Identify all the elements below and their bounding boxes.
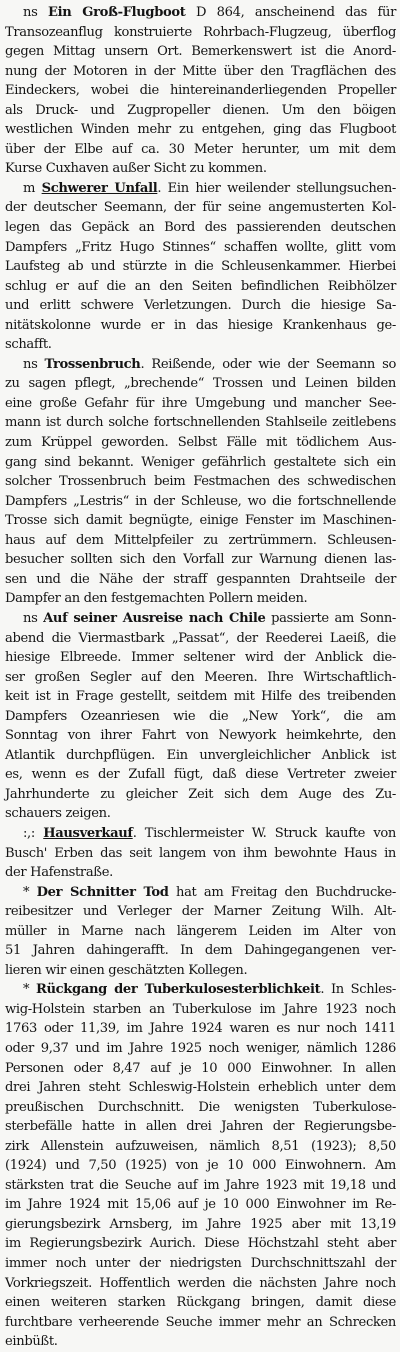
article-line: oder 9,37 und im Jahre 1925 noch weniger, nämlich 1286 [5,1040,396,1056]
article-line: über der Elbe auf ca. 30 Meter herunter, um mit dem [5,141,396,157]
article-line: furchtbare verheerende Seuche immer mehr an Schrecken [5,1314,396,1330]
article-line: (1924) und 7,50 (1925) von je 10 000 Einwohnern. Am [5,1158,396,1174]
article-line: Busch' Erben das seit langem von ihm bewohnte Haus in [5,845,396,861]
article-line: preußischen Durchschnitt. Die wenigsten Tuberkulose- [5,1099,396,1115]
article-paragraph [5,824,396,883]
article-line: sterbefälle hatte in allen drei Jahren der Regierungsbe- [5,1119,396,1135]
article-line: Trosse sich damit begnügte, einige Fenster im Maschinen- [5,513,396,529]
article-lead-line: * Rückgang der Tuberkulosesterblichkeit. In Schles- [23,982,396,998]
headline-bold: Rückgang der Tuberkulosesterblichkeit [35,982,321,998]
article-line: schafft. [5,337,52,353]
article-paragraph [5,3,396,179]
article-line: Dampfer an den festgemachten Pollern meiden. [5,591,308,607]
article-line: müller in Marne nach längerem Leiden im Alter von [5,923,396,939]
article-line: gegen Mittag unsern Ort. Bemerkenswert ist die Anord- [5,44,396,60]
article-line: drei Jahren steht Schleswig-Holstein erheblich unter dem [5,1080,396,1096]
article-line: Eindeckers, wobei die hintereinanderliegenden Propeller [5,83,396,99]
article-line: hiesige Elbreede. Immer seltener wird der Anblick die- [5,650,396,666]
article-line: es, wenn es der Zufall fügt, daß diese Vertreter zweier [5,767,396,783]
article-line: zirk Allenstein aufzuweisen, nämlich 8,51 (1923); 8,50 [5,1138,396,1154]
article-line: Kurse Cuxhaven außer Sicht zu kommen. [5,161,267,177]
article-line: im Jahre 1924 mit 15,06 auf je 10 000 Einwohner im Re- [5,1197,396,1213]
article-line: nitätskolonne wurde er in das hiesige Krankenhaus ge- [5,317,396,333]
headline-underlined: Hausverkauf [43,825,133,841]
headline-bold: Trossenbruch [44,356,141,372]
article-line: gang sind bekannt. Weniger gefährlich gestaltete sich ein [5,454,396,470]
article-paragraph [5,883,396,981]
article-line: Vorkriegszeit. Hoffentlich werden die nächsten Jahre noch [5,1275,396,1291]
article-line: mann ist durch solche fortschnellenden Stahlseile zeitlebens [5,415,396,431]
article-line: 51 Jahren dahingerafft. In dem Dahingegangenen ver- [5,943,396,959]
article-line: immer noch unter der niedrigsten Durchschnittszahl der [5,1256,396,1271]
article-line: sen und die Nähe der straff gespannten Drahtseile der [5,571,396,587]
article-line: lieren wir einen geschätzten Kollegen. [5,962,248,978]
article-line: und erlitt schwere Verletzungen. Durch die hiesige Sa- [5,298,396,314]
article-line: im Regierungsbezirk Aurich. Diese Höchstzahl steht aber [5,1236,396,1252]
article-line: Sonntag von ihrer Fahrt von Newyork heimkehrte, den [5,728,396,744]
article-line: 1763 oder 11,39, im Jahre 1924 waren es nur noch 1411 [5,1021,396,1037]
article-paragraph [5,609,396,824]
article-line: einen weiteren starken Rückgang bringen, damit diese [5,1295,396,1311]
headline-bold: Auf seiner Ausreise nach Chile [43,610,266,626]
article-line: eine große Gefahr für ihre Umgebung und mancher See- [5,395,396,411]
article-line: solcher Trossenbruch beim Festmachen des schwedischen [5,474,396,490]
article-line: Atlantik durchpflügen. Ein unvergleichlicher Anblick ist [5,747,396,763]
article-lead-line: m Schwerer Unfall. Ein hier weilender stellungsuchen- [23,180,396,196]
article-paragraph [5,179,396,355]
article-line: Transozeanflug konstruierte Rohrbach-Flugzeug, überflog [5,24,396,40]
article-lead-line: * Der Schnitter Tod hat am Freitag den Buchdrucke- [23,884,396,900]
article-line: westlichen Winden mehr zu entgehen, ging das Flugboot [5,122,396,138]
article-line: keit ist in Frage gestellt, seitdem mit Hilfe des treibenden [5,689,396,705]
article-lead-line: ns Auf seiner Ausreise nach Chile passierte am Sonn- [23,610,397,626]
article-line: Dampfers Ozeanriesen wie die „New York“, die am [5,708,396,724]
article-paragraph [5,355,396,609]
article-line: als Druck- und Zugpropeller dienen. Um den böigen [5,102,396,118]
article-line: besucher sollten sich den Vorfall zur Warnung dienen las- [5,552,396,568]
article-line: der Hafenstraße. [5,865,113,881]
headline-bold: Der Schnitter Tod [36,884,169,900]
article-line: schlug er auf die an den Seiten befindlichen Reibhölzer [5,278,396,294]
article-line: Jahrhunderte zu gleicher Zeit sich dem Auge des Zu- [5,786,396,802]
article-lead-line: ns Trossenbruch. Reißende, oder wie der Seemann so [23,356,396,372]
article-line: der deutscher Seemann, der für seine angemusterten Kol- [5,200,396,216]
article-line: stärksten trat die Seuche auf im Jahre 1923 mit 19,18 und [5,1177,396,1193]
article-line: schauers zeigen. [5,806,111,822]
article-line: reibesitzer und Verleger der Marner Zeitung Wilh. Alt- [5,904,396,920]
article-line: ser großen Segler auf den Meeren. Ihre Wirtschaftlich- [5,669,396,685]
headline-underlined: Schwerer Unfall [41,180,158,196]
article-line: gierungsbezirk Arnsberg, im Jahre 1925 aber mit 13,19 [5,1216,396,1232]
article-line: Dampfers „Fritz Hugo Stinnes“ schaffen wollte, glitt vom [5,239,396,255]
article-line: wig-Holstein starben an Tuberkulose im Jahre 1923 noch [5,1001,396,1017]
article-line: Laufsteg ab und stürzte in die Schleusenkammer. Hierbei [5,259,396,275]
article-line: zum Krüppel geworden. Selbst Fälle mit tödlichem Aus- [5,435,396,451]
article-line: abend die Viermastbark „Passat“, der Reederei Laeiß, die [5,630,396,646]
article-lead-line: :,: Hausverkauf. Tischlermeister W. Struck kaufte von [23,825,396,841]
article-line: haus auf dem Mittelpfeiler zu zertrümmern. Schleusen- [5,532,396,548]
article-lead-line: ns Ein Groß-Flugboot D 864, anscheinend das für [23,5,396,20]
article-line: zu sagen pflegt, „brechende“ Trossen und Leinen bilden [5,376,396,392]
article-line: Dampfers „Lestris“ in der Schleuse, wo die fortschnellende [5,493,396,509]
article-line: nung der Motoren in der Mitte über den Tragflächen des [5,63,396,79]
article-line: einbüßt. [5,1334,58,1350]
article-paragraph [5,980,396,1351]
headline-bold: Ein Groß-Flugboot [47,5,186,20]
article-line: legen das Gepäck an Bord des passierenden deutschen [5,220,396,236]
article-line: Personen oder 8,47 auf je 10 000 Einwohner. In allen [5,1060,396,1076]
